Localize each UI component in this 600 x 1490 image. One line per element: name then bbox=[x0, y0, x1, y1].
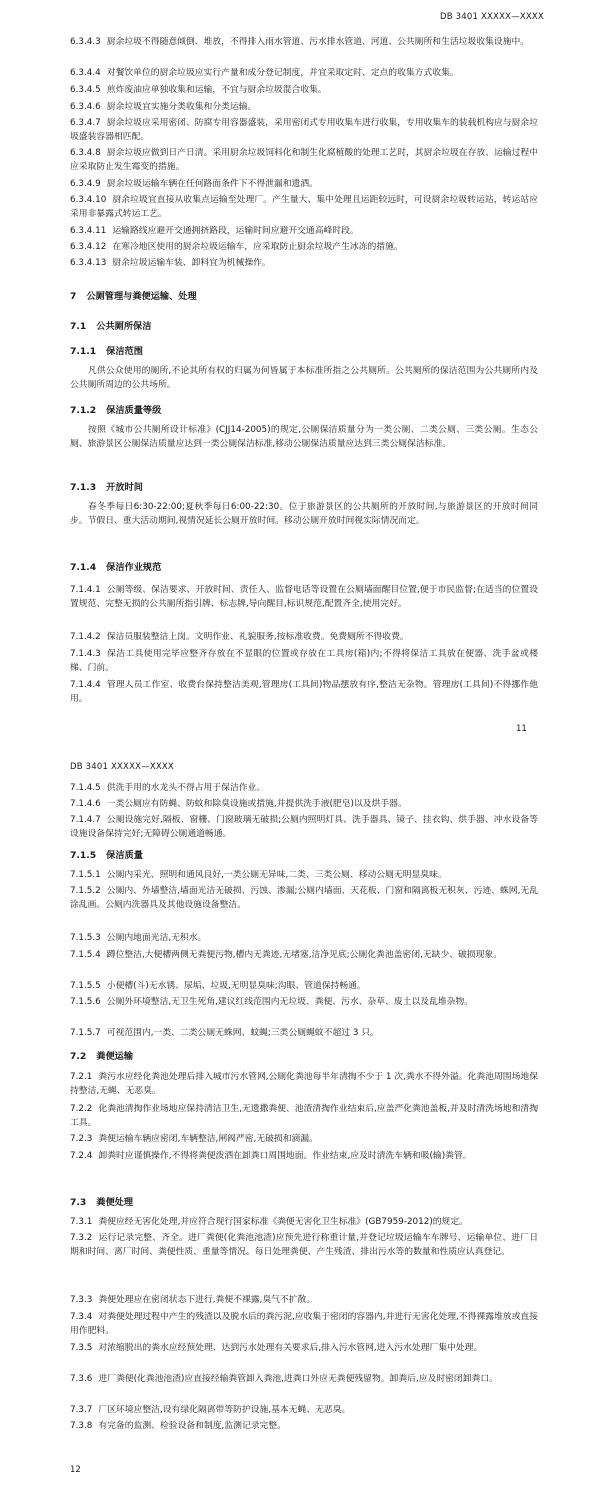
clause-text: 厨余垃圾运输车装、卸料宜为机械操作。 bbox=[112, 258, 271, 268]
section-number: 7.1.4 bbox=[70, 562, 97, 573]
clause-text: 厨余垃圾不得随意倾倒、堆放，不得排入雨水管道、污水排水管道、河道、公共厕所和生活垃圾收集设施中。 bbox=[106, 37, 530, 47]
clause-6-3-4-5 bbox=[70, 84, 538, 98]
clause-6-3-4-11 bbox=[70, 225, 538, 239]
clause-7-2-3 bbox=[70, 1133, 538, 1147]
clause-text: 化粪池清掏作业场地应保持清洁卫生,无遗撒粪便、池渣清掏作业结束后,应盖严化粪池盖板,并及时清洗场地和清掏工具。 bbox=[70, 1104, 538, 1128]
clause-6-3-4-7 bbox=[70, 117, 538, 144]
clause-number: 7.1.5.2 bbox=[70, 886, 101, 896]
clause-text: 一类公厕应有防蝇、防蚊和除臭设施或措施,并提供洗手液(肥皂)以及烘手器。 bbox=[106, 799, 407, 809]
clause-7-1-4-1 bbox=[70, 584, 538, 611]
clause-number: 7.1.4.2 bbox=[70, 632, 101, 642]
clause-number: 7.1.5.7 bbox=[70, 1028, 101, 1038]
clause-number: 7.2.1 bbox=[70, 1072, 93, 1082]
clause-number: 7.2.2 bbox=[70, 1104, 93, 1114]
clause-6-3-4-10 bbox=[70, 194, 538, 221]
section-heading-7-2 bbox=[70, 1050, 538, 1064]
clause-text: 厨余垃圾应做到日产日清。采用厨余垃圾饲料化和制生化腐植酸的处理工艺时，其厨余垃圾在存放、运输过程中应采取防止发生霉变的措施。 bbox=[70, 148, 538, 172]
clause-6-3-4-12 bbox=[70, 241, 538, 255]
clause-text: 厨余垃圾宜直接从收集点运输至处理厂。产生量大、集中处理且运距较远时，可设厨余垃圾转运站，转运站应采用非暴露式转运工艺。 bbox=[70, 195, 538, 219]
clause-text: 公厕内采光、照明和通风良好,一类公厕无异味,二类、三类公厕、移动公厕无明显臭味。 bbox=[106, 870, 447, 880]
clause-number: 7.3.5 bbox=[70, 1343, 93, 1353]
clause-7-3-2 bbox=[70, 1232, 538, 1259]
clause-text: 进厂粪便(化粪池池渣)应直接经输粪管卸入粪池,进粪口外应无粪便残留物。卸粪后,应及时密闭卸粪口。 bbox=[98, 1374, 498, 1384]
paragraph-7-1-2: 按照《城市公共厕所设计标准》(CJJ14-2005)的规定,公厕保洁质量分为一类公厕、二类公厕、三类公厕。生态公厕、旅游景区公厕保洁质量应达到一类公厕保洁标准,移动公厕保洁质量应达到三类公厕保洁标准。 bbox=[70, 425, 538, 449]
clause-text: 公厕内地面光洁,无积水。 bbox=[106, 933, 207, 943]
clause-number: 7.1.5.4 bbox=[70, 950, 101, 960]
clause-7-2-2 bbox=[70, 1103, 538, 1130]
clause-6-3-4-4 bbox=[70, 67, 538, 81]
clause-text: 有完备的监测、检验设备和制度,监测记录完整。 bbox=[98, 1421, 286, 1431]
section-number: 7.1 bbox=[70, 321, 87, 332]
paragraph-7-1-3: 春冬季每日6:30-22:00;夏秋季每日6:00-22:30。位于旅游景区的公共厕所的开放时间,与旅游景区的开放时间同步。节假日、重大活动期间,视情况延长公厕开放时间。移动公厕开放时间视实际情况而定。 bbox=[70, 502, 538, 526]
clause-text: 厨余垃圾宜实施分类收集和分类运输。 bbox=[106, 102, 257, 112]
clause-text: 小便槽(斗)无水锈、尿垢、垃圾,无明显臭味;沟眼、管道保持畅通。 bbox=[106, 981, 366, 991]
section-title: 粪便运输 bbox=[96, 1051, 134, 1062]
section-title: 保洁质量 bbox=[106, 850, 143, 861]
section-number: 7.2 bbox=[70, 1051, 87, 1062]
clause-text: 粪便应经无害化处理,并应符合现行国家标准《粪便无害化卫生标准》(GB7959-2012)的规定。 bbox=[98, 1217, 468, 1227]
clause-7-2-4 bbox=[70, 1150, 538, 1164]
clause-text: 在寒冷地区使用的厨余垃圾运输车，应采取防止厨余垃圾产生冰冻的措施。 bbox=[112, 242, 403, 252]
section-heading-7-1-3 bbox=[70, 481, 538, 495]
clause-7-2-1 bbox=[70, 1071, 538, 1098]
clause-number: 7.1.5.6 bbox=[70, 997, 101, 1007]
clause-number: 7.1.4.5 bbox=[70, 783, 101, 793]
clause-number: 6.3.4.10 bbox=[70, 195, 107, 205]
clause-6-3-4-3 bbox=[70, 36, 538, 50]
section-heading-7-1-1 bbox=[70, 345, 538, 359]
clause-number: 7.3.6 bbox=[70, 1374, 93, 1384]
section-title: 粪便处理 bbox=[96, 1197, 134, 1208]
clause-number: 7.2.4 bbox=[70, 1151, 93, 1161]
clause-text: 运行记录完整、齐全。进厂粪便(化粪池池渣)应预先进行称重计量,并登记垃圾运输车车牌号、运输单位、进厂日期和时间、离厂时间、粪便性质、重量等情况。每日处理粪便、产生残渣、排出污水等的数量和性质应认真登记。 bbox=[70, 1233, 538, 1257]
clause-number: 6.3.4.11 bbox=[70, 226, 107, 236]
clause-text: 保洁工具使用完毕应整齐存放在不显眼的位置或存放在工具房(箱)内;不得将保洁工具放在便器、洗手盆或楼梯、门前。 bbox=[70, 649, 538, 673]
section-title: 保洁作业规范 bbox=[106, 562, 162, 573]
clause-text: 粪污水应经化粪池处理后排入城市污水管网,公厕化粪池每半年清掏不少于 1 次,粪水不得外溢。化粪池周围场地保持整洁,无蝇、无恶臭。 bbox=[70, 1072, 538, 1096]
clause-text: 管理人员工作室、收费台保持整洁美观,管理房(工具间)物品摆放有序,整洁无杂物。管理房(工具间)不得挪作他用。 bbox=[70, 680, 538, 704]
clause-text: 粪便运输车辆应密闭,车辆整洁,闸阀严密,无破损和滴漏。 bbox=[98, 1134, 318, 1144]
clause-number: 7.2.3 bbox=[70, 1134, 93, 1144]
clause-text: 对粪便处理过程中产生的残渣以及脱水后的粪污泥,应收集于密闭的容器内,并进行无害化处理,不得裸露堆放或直接用作肥料。 bbox=[70, 1312, 538, 1336]
clause-6-3-4-9 bbox=[70, 178, 538, 192]
clause-number: 6.3.4.7 bbox=[70, 118, 101, 128]
clause-number: 7.3.2 bbox=[70, 1233, 93, 1243]
clause-7-3-6 bbox=[70, 1373, 538, 1387]
section-title: 保洁范围 bbox=[106, 346, 143, 357]
section-heading-7-3 bbox=[70, 1196, 538, 1210]
section-title: 公共厕所保洁 bbox=[96, 321, 152, 332]
clause-number: 6.3.4.3 bbox=[70, 37, 101, 47]
clause-number: 7.3.8 bbox=[70, 1421, 93, 1431]
clause-7-3-1 bbox=[70, 1216, 538, 1230]
clause-text: 厨余垃圾应采用密闭、防腐专用容器盛装，采用密闭式专用收集车进行收集，专用收集车的装载机构应与厨余垃圾盛装容器相匹配。 bbox=[70, 118, 538, 142]
paragraph-7-1-1: 凡供公众使用的厕所,不论其所有权的归属为何皆属于本标准所指之公共厕所。公共厕所的保洁范围为公共厕所内及公共厕所周边的公共场所。 bbox=[70, 366, 538, 390]
clause-7-1-4-3 bbox=[70, 648, 538, 675]
clause-number: 6.3.4.4 bbox=[70, 68, 101, 78]
clause-6-3-4-8 bbox=[70, 147, 538, 174]
section-heading-7-1-2 bbox=[70, 404, 538, 418]
clause-number: 7.3.3 bbox=[70, 1295, 93, 1305]
clause-text: 公厕内、外墙整洁,墙面光洁无破损、污蚀、渗漏;公厕内墙面、天花板、门窗和隔离板无积灰、污迹、蛛网,无乱涂乱画。公厕内洗器具及其他设施设备整洁。 bbox=[70, 886, 538, 910]
clause-number: 7.1.5.5 bbox=[70, 981, 101, 991]
clause-number: 6.3.4.6 bbox=[70, 102, 101, 112]
clause-text: 供洗手用的水龙头不得占用于保洁作业。 bbox=[106, 783, 266, 793]
clause-number: 7.1.4.6 bbox=[70, 799, 101, 809]
clause-6-3-4-6 bbox=[70, 101, 538, 115]
document-page-12 bbox=[0, 745, 600, 1490]
page-header: DB 3401 XXXXX—XXXX bbox=[70, 762, 174, 772]
clause-number: 7.1.5.1 bbox=[70, 870, 101, 880]
clause-text: 蹲位整洁,大便槽两侧无粪便污物,槽内无粪迹,无堵塞,洁净见底;公厕化粪池盖密闭,无缺少、破损现象。 bbox=[106, 950, 502, 960]
clause-number: 7.3.7 bbox=[70, 1405, 93, 1415]
section-number: 7 bbox=[70, 291, 77, 302]
section-number: 7.1.5 bbox=[70, 850, 97, 861]
clause-text: 公厕等级、保洁要求、开放时间、责任人、监督电话等设置在公厕墙面醒目位置,便于市民监督;在适当的位置设置规范、完整无损的公共厕所指引牌、标志牌,导向醒目,标识规范,配置齐全,使用完好。 bbox=[70, 585, 538, 609]
clause-text: 厂区环境应整洁,设有绿化隔离带等防护设施,基本无蝇、无恶臭。 bbox=[98, 1405, 351, 1415]
clause-number: 7.1.5.3 bbox=[70, 933, 101, 943]
page-number: 11 bbox=[516, 724, 527, 734]
clause-text: 可视范围内,一类、二类公厕无蛛网、蚊蝇;三类公厕蝇蚊不超过 3 只。 bbox=[106, 1028, 379, 1038]
clause-7-1-5-7 bbox=[70, 1027, 538, 1041]
clause-number: 7.1.4.1 bbox=[70, 585, 101, 595]
clause-number: 6.3.4.8 bbox=[70, 148, 101, 158]
clause-number: 6.3.4.13 bbox=[70, 258, 107, 268]
clause-text: 粪便处理应在密闭状态下进行,粪便不裸露,臭气不扩散。 bbox=[98, 1295, 316, 1305]
clause-7-3-8 bbox=[70, 1420, 538, 1434]
clause-text: 对浓缩脱出的粪水应经预处理、达到污水处理有关要求后,排入污水管网,进入污水处理厂集中处理。 bbox=[98, 1343, 483, 1353]
clause-number: 7.3.1 bbox=[70, 1217, 93, 1227]
clause-7-1-5-4 bbox=[70, 949, 538, 963]
section-heading-7-1-4 bbox=[70, 561, 538, 575]
clause-number: 7.1.4.4 bbox=[70, 680, 101, 690]
clause-7-1-4-4 bbox=[70, 679, 538, 706]
clause-text: 公厕设施完好,隔板、窗栅、门窗玻璃无破损;公厕内照明灯具、洗手器具、镜子、挂衣钩、烘手器、冲水设备等设施设备保持完好;无障碍公厕通道畅通。 bbox=[70, 815, 538, 839]
clause-7-1-4-6 bbox=[70, 798, 538, 812]
page-number: 12 bbox=[70, 1465, 81, 1475]
clause-number: 7.1.4.7 bbox=[70, 815, 101, 825]
clause-text: 对餐饮单位的厨余垃圾应实行产量和成分登记制度，并宜采取定时、定点的收集方式收集。 bbox=[106, 68, 459, 78]
section-heading-7-1-5 bbox=[70, 849, 538, 863]
clause-text: 煎炸废油应单独收集和运输，不宜与厨余垃圾混合收集。 bbox=[106, 85, 327, 95]
clause-7-1-5-5 bbox=[70, 980, 538, 994]
clause-number: 6.3.4.9 bbox=[70, 179, 101, 189]
clause-7-1-4-7 bbox=[70, 814, 538, 841]
section-heading-7 bbox=[70, 290, 538, 304]
clause-text: 厨余垃圾运输车辆在任何路面条件下不得泄漏和遗洒。 bbox=[106, 179, 318, 189]
clause-7-3-7 bbox=[70, 1404, 538, 1418]
clause-7-1-5-6 bbox=[70, 996, 538, 1010]
clause-7-1-5-3 bbox=[70, 932, 538, 946]
clause-text: 运输路线应避开交通拥挤路段，运输时间应避开交通高峰时段。 bbox=[112, 226, 359, 236]
page-header: DB 3401 XXXXX—XXXX bbox=[440, 12, 544, 22]
section-number: 7.1.1 bbox=[70, 346, 97, 357]
clause-number: 6.3.4.5 bbox=[70, 85, 101, 95]
clause-7-3-5 bbox=[70, 1342, 538, 1356]
clause-7-1-4-5 bbox=[70, 782, 538, 796]
section-title: 公厕管理与粪便运输、处理 bbox=[86, 291, 197, 302]
clause-text: 卸粪时应谨慎操作,不得将粪便泼洒在卸粪口周围地面。作业结束,应及时清洗车辆和吸(输)粪管。 bbox=[98, 1151, 472, 1161]
clause-7-3-4 bbox=[70, 1311, 538, 1338]
section-number: 7.1.2 bbox=[70, 405, 97, 416]
section-title: 开放时间 bbox=[106, 482, 143, 493]
clause-7-1-4-2 bbox=[70, 631, 538, 645]
clause-number: 6.3.4.12 bbox=[70, 242, 107, 252]
clause-text: 保洁员服装整洁上岗。文明作业、礼貌服务,按标准收费。免费厕所不得收费。 bbox=[106, 632, 409, 642]
section-number: 7.3 bbox=[70, 1197, 87, 1208]
clause-text: 公厕外环境整洁,无卫生死角,建议红线范围内无垃圾、粪便、污水、杂草、废土以及乱堆杂物。 bbox=[106, 997, 474, 1007]
section-number: 7.1.3 bbox=[70, 482, 97, 493]
clause-number: 7.3.4 bbox=[70, 1312, 93, 1322]
clause-number: 7.1.4.3 bbox=[70, 649, 101, 659]
clause-7-1-5-1 bbox=[70, 869, 538, 883]
section-title: 保洁质量等级 bbox=[106, 405, 162, 416]
clause-7-1-5-2 bbox=[70, 885, 538, 912]
section-heading-7-1 bbox=[70, 320, 538, 334]
clause-7-3-3 bbox=[70, 1294, 538, 1308]
clause-6-3-4-13 bbox=[70, 257, 538, 271]
